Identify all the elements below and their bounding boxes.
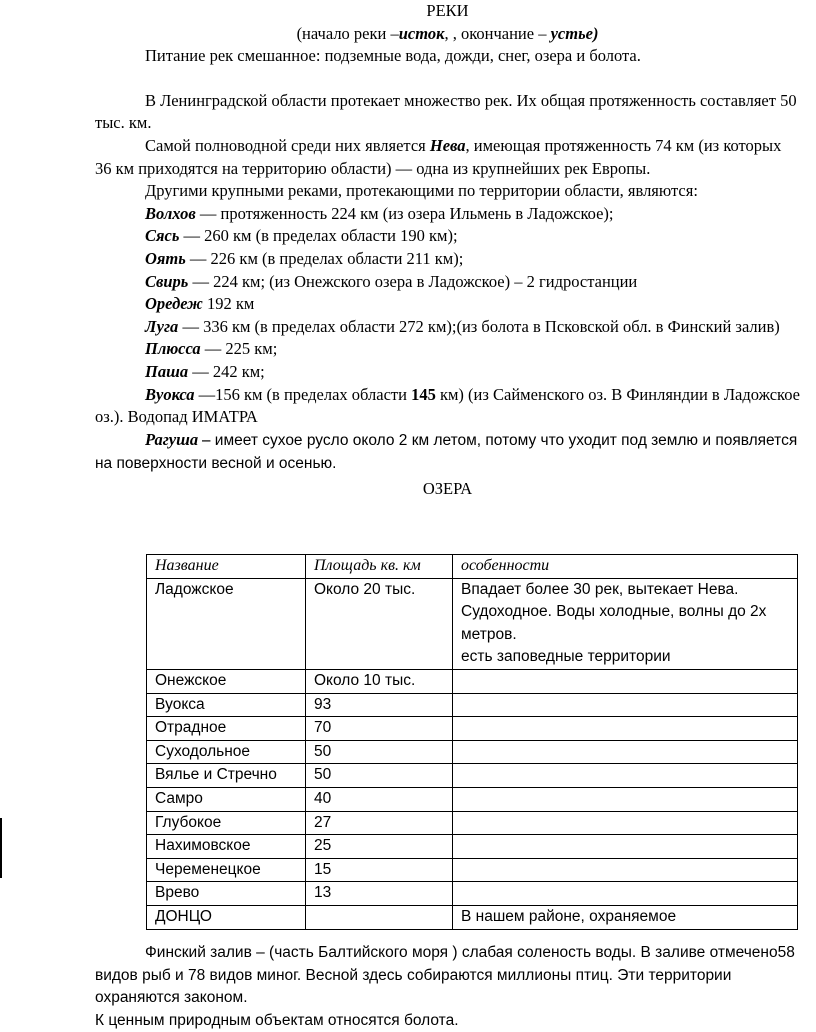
rivers-section xyxy=(95,0,800,500)
table-row: Самро 40 xyxy=(147,787,798,811)
neva-para: Самой полноводной среди них является Нева, имеющая протяженность 74 км (из которых 36 км приходятся на территорию области) — одна из крупнейших рек Европы. xyxy=(95,135,782,178)
table-row: Отрадное 70 xyxy=(147,717,798,741)
lakes-table xyxy=(146,554,798,930)
table-row: Глубокое 27 xyxy=(147,811,798,835)
header-name: Название xyxy=(147,555,306,579)
table-row: Череменецкое 15 xyxy=(147,858,798,882)
river-item: Паша — 242 км; xyxy=(145,361,265,381)
rivers-list xyxy=(95,203,800,476)
feeding-text: Питание рек смешанное: подземные вода, дожди, снег, озера и болота. xyxy=(145,46,641,66)
river-item: Свирь — 224 км; (из Онежского озера в Ладожское) – 2 гидростанции xyxy=(145,271,638,291)
table-row: Врево 13 xyxy=(147,882,798,906)
margin-mark xyxy=(0,818,2,878)
lakes-title: ОЗЕРА xyxy=(422,478,473,498)
rivers-para-total: В Ленинградской области протекает множество рек. Их общая протяженность составляет 50 тыс. км. xyxy=(95,90,797,133)
table-row: Вуокса 93 xyxy=(147,693,798,717)
rivers-subtitle: (начало реки –исток, , окончание – устье) xyxy=(296,23,599,43)
table-header-row xyxy=(147,555,798,579)
table-row: Суходольное 50 xyxy=(147,740,798,764)
river-item: Рагуша – имеет сухое русло около 2 км летом, потому что уходит под землю и появляется на поверхности весной и осенью. xyxy=(95,429,798,473)
river-item: Оять — 226 км (в пределах области 211 км); xyxy=(145,248,464,268)
table-row: Нахимовское 25 xyxy=(147,835,798,859)
table-row: Ладожское Около 20 тыс. Впадает более 30 рек, вытекает Нева. Судоходное. Воды холодные, волны до 2х метров. есть заповедные территории xyxy=(147,578,798,669)
river-item: Вуокса —156 км (в пределах области 145 км) (из Сайменского оз. В Финляндии в Ладожское оз.). Водопад ИМАТРА xyxy=(95,384,800,427)
other-rivers-intro: Другими крупными реками, протекающими по территории области, являются: xyxy=(145,181,698,201)
swamps-note: К ценным природным объектам относятся болота. xyxy=(95,1011,459,1029)
river-item: Плюсса — 225 км; xyxy=(145,339,278,359)
source-term: исток xyxy=(398,23,445,43)
gulf-paragraph: Финский залив – (часть Балтийского моря ) слабая соленость воды. В заливе отмечено58 видов рыб и 78 видов миног. Весной здесь собираются миллионы птиц. Эти территории охраняются законом. xyxy=(95,944,795,1007)
river-item: Сясь — 260 км (в пределах области 190 км); xyxy=(145,226,458,246)
river-item: Оредеж 192 км xyxy=(145,294,255,314)
table-row: Онежское Около 10 тыс. xyxy=(147,669,798,693)
table-row: Вялье и Стречно 50 xyxy=(147,764,798,788)
rivers-title: РЕКИ xyxy=(426,1,469,20)
table-row: ДОНЦО В нашем районе, охраняемое xyxy=(147,905,798,929)
gulf-section xyxy=(95,942,800,1032)
river-name-neva: Нева xyxy=(429,135,466,155)
header-features: особенности xyxy=(453,555,798,579)
river-item: Волхов — протяженность 224 км (из озера Ильмень в Ладожское); xyxy=(145,203,614,223)
mouth-term: устье) xyxy=(550,23,599,43)
river-item: Луга — 336 км (в пределах области 272 км);(из болота в Псковской обл. в Финский залив) xyxy=(145,316,780,336)
header-area: Площадь кв. км xyxy=(306,555,453,579)
